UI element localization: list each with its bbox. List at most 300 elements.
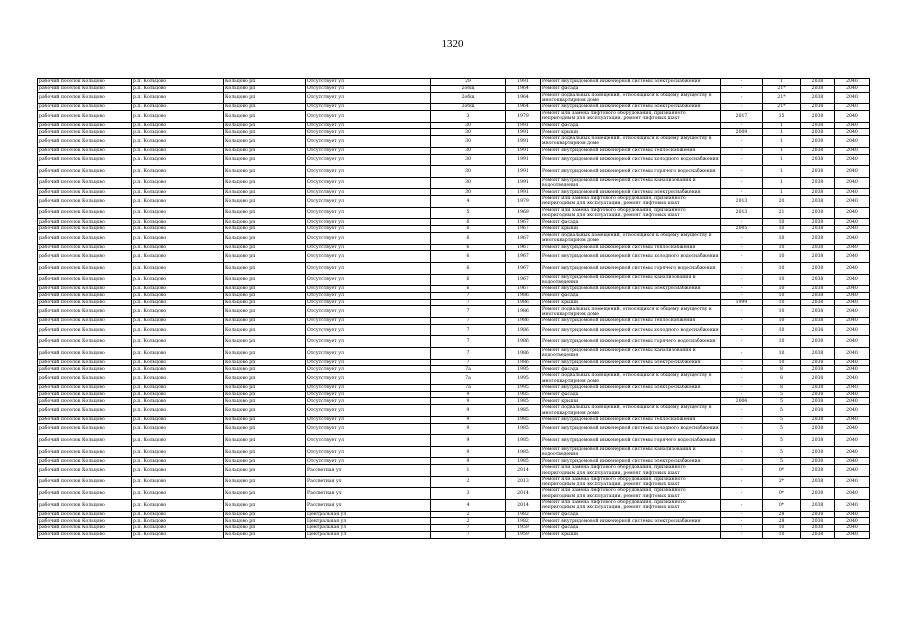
cell-settlement: р.п. Кольцово xyxy=(132,458,224,465)
cell-municipality: рабочий поселок Кольцово xyxy=(38,391,132,398)
cell-street: Рассветная ул xyxy=(306,465,431,477)
cell-plan-end-year: 2040 xyxy=(835,207,870,219)
table-row xyxy=(38,525,870,532)
cell-settlement: р.п. Кольцово xyxy=(132,416,224,423)
cell-street: Центральная ул xyxy=(306,525,431,532)
table-row xyxy=(38,476,870,488)
cell-work-type: Ремонт подвальных помещений, относящихся к общему имуществу в многоквартирном доме xyxy=(541,306,721,318)
cell-plan-end-year: 2040 xyxy=(835,435,870,447)
cell-work-type: Ремонт внутридомовой инженерной системы канализования и водоотведения xyxy=(541,274,721,286)
cell-plan-start-year: 2038 xyxy=(801,336,835,348)
cell-municipality: рабочий поселок Кольцово xyxy=(38,384,132,391)
cell-last-repair-year: - xyxy=(721,262,763,274)
cell-settlement: р.п. Кольцово xyxy=(132,384,224,391)
cell-work-type: Ремонт крыши xyxy=(541,129,721,136)
cell-house-number: 2 xyxy=(431,476,506,488)
cell-settlement: р.п. Кольцово xyxy=(132,391,224,398)
cell-last-repair-year: - xyxy=(721,405,763,417)
cell-build-year: 1991 xyxy=(506,129,541,136)
cell-house-number: 1 xyxy=(431,465,506,477)
cell-settlement: р.п. Кольцово xyxy=(132,274,224,286)
cell-plan-end-year: 2040 xyxy=(835,336,870,348)
cell-house-number: 30 xyxy=(431,147,506,154)
cell-plan-end-year: 2040 xyxy=(835,318,870,325)
cell-build-year: 1969 xyxy=(506,207,541,219)
cell-build-year: 1964 xyxy=(506,92,541,104)
cell-settlement: р.п. Кольцово xyxy=(132,226,224,233)
cell-build-year: 1995 xyxy=(506,373,541,385)
table-row xyxy=(38,531,870,538)
cell-settlement: р.п. Кольцово xyxy=(132,359,224,366)
cell-settlement: р.п. Кольцово xyxy=(132,511,224,518)
cell-wear-percent: 10 xyxy=(763,525,801,532)
cell-wear-percent: 1 xyxy=(763,147,801,154)
cell-build-year: 2014 xyxy=(506,488,541,500)
cell-locality: Кольцово рп xyxy=(224,189,306,196)
cell-settlement: р.п. Кольцово xyxy=(132,166,224,178)
cell-wear-percent: 20 xyxy=(763,196,801,208)
cell-plan-start-year: 2038 xyxy=(801,366,835,373)
table-row xyxy=(38,189,870,196)
cell-work-type: Ремонт внутридомовой инженерной системы электроснабжения xyxy=(541,359,721,366)
cell-house-number: 6 xyxy=(431,262,506,274)
cell-build-year: 1991 xyxy=(506,147,541,154)
table-row xyxy=(38,232,870,244)
cell-house-number: 7 xyxy=(431,292,506,299)
table-row xyxy=(38,110,870,122)
cell-plan-start-year: 2038 xyxy=(801,488,835,500)
cell-last-repair-year: - xyxy=(721,465,763,477)
cell-municipality: рабочий поселок Кольцово xyxy=(38,299,132,306)
table-row xyxy=(38,299,870,306)
cell-wear-percent: 10 xyxy=(763,251,801,263)
cell-settlement: р.п. Кольцово xyxy=(132,79,224,86)
cell-last-repair-year: - xyxy=(721,219,763,226)
cell-plan-end-year: 2040 xyxy=(835,196,870,208)
cell-plan-start-year: 2038 xyxy=(801,79,835,86)
cell-build-year: 1982 xyxy=(506,518,541,525)
cell-municipality: рабочий поселок Кольцово xyxy=(38,306,132,318)
cell-street: Отсутствует ул xyxy=(306,154,431,166)
cell-plan-end-year: 2040 xyxy=(835,104,870,111)
table-row xyxy=(38,458,870,465)
cell-build-year: 1986 xyxy=(506,359,541,366)
cell-settlement: р.п. Кольцово xyxy=(132,177,224,189)
cell-locality: Кольцово рп xyxy=(224,391,306,398)
cell-settlement: р.п. Кольцово xyxy=(132,531,224,538)
cell-street: Отсутствует ул xyxy=(306,366,431,373)
cell-plan-start-year: 2038 xyxy=(801,511,835,518)
table-row xyxy=(38,366,870,373)
cell-build-year: 1967 xyxy=(506,262,541,274)
cell-locality: Кольцово рп xyxy=(224,405,306,417)
cell-settlement: р.п. Кольцово xyxy=(132,189,224,196)
cell-street: Отсутствует ул xyxy=(306,147,431,154)
cell-build-year: 1986 xyxy=(506,318,541,325)
cell-locality: Кольцово рп xyxy=(224,511,306,518)
cell-work-type: Ремонт фасада xyxy=(541,122,721,129)
cell-settlement: р.п. Кольцово xyxy=(132,122,224,129)
cell-wear-percent: 10 xyxy=(763,324,801,336)
cell-work-type: Ремонт фасада xyxy=(541,391,721,398)
cell-plan-start-year: 2038 xyxy=(801,274,835,286)
cell-plan-start-year: 2038 xyxy=(801,384,835,391)
cell-plan-start-year: 2038 xyxy=(801,129,835,136)
cell-house-number: 6 xyxy=(431,274,506,286)
page-number: 1320 xyxy=(441,38,464,50)
cell-locality: Кольцово рп xyxy=(224,324,306,336)
table-row xyxy=(38,488,870,500)
table-row xyxy=(38,446,870,458)
cell-build-year: 1985 xyxy=(506,458,541,465)
cell-locality: Кольцово рп xyxy=(224,348,306,360)
cell-plan-end-year: 2040 xyxy=(835,189,870,196)
cell-house-number: 7 xyxy=(431,525,506,532)
cell-work-type: Ремонт подвальных помещений, относящихся к общему имуществу в многоквартирном доме xyxy=(541,92,721,104)
cell-settlement: р.п. Кольцово xyxy=(132,435,224,447)
cell-settlement: р.п. Кольцово xyxy=(132,398,224,405)
cell-wear-percent: 10 xyxy=(763,226,801,233)
cell-locality: Кольцово рп xyxy=(224,122,306,129)
capital-repair-table xyxy=(37,78,870,539)
cell-house-number: 7 xyxy=(431,336,506,348)
cell-settlement: р.п. Кольцово xyxy=(132,324,224,336)
cell-work-type: Ремонт внутридомовой инженерной системы горячего водоснабжения xyxy=(541,336,721,348)
cell-settlement: р.п. Кольцово xyxy=(132,499,224,511)
cell-municipality: рабочий поселок Кольцово xyxy=(38,129,132,136)
cell-plan-end-year: 2040 xyxy=(835,226,870,233)
cell-municipality: рабочий поселок Кольцово xyxy=(38,423,132,435)
cell-locality: Кольцово рп xyxy=(224,373,306,385)
cell-plan-end-year: 2040 xyxy=(835,136,870,148)
cell-plan-start-year: 2038 xyxy=(801,398,835,405)
cell-house-number: 7а xyxy=(431,384,506,391)
cell-settlement: р.п. Кольцово xyxy=(132,136,224,148)
cell-build-year: 1967 xyxy=(506,274,541,286)
cell-plan-end-year: 2040 xyxy=(835,244,870,251)
cell-last-repair-year: - xyxy=(721,511,763,518)
cell-locality: Кольцово рп xyxy=(224,85,306,92)
cell-plan-start-year: 2038 xyxy=(801,154,835,166)
cell-build-year: 1982 xyxy=(506,511,541,518)
cell-locality: Кольцово рп xyxy=(224,518,306,525)
cell-build-year: 2014 xyxy=(506,465,541,477)
cell-wear-percent: 10 xyxy=(763,359,801,366)
cell-street: Отсутствует ул xyxy=(306,348,431,360)
cell-municipality: рабочий поселок Кольцово xyxy=(38,232,132,244)
cell-municipality: рабочий поселок Кольцово xyxy=(38,196,132,208)
cell-street: Рассветная ул xyxy=(306,488,431,500)
table-body xyxy=(38,79,870,539)
cell-wear-percent: 0* xyxy=(763,499,801,511)
cell-plan-end-year: 2040 xyxy=(835,531,870,538)
cell-municipality: рабочий поселок Кольцово xyxy=(38,189,132,196)
cell-work-type: Ремонт крыши xyxy=(541,299,721,306)
cell-plan-start-year: 2038 xyxy=(801,518,835,525)
cell-street: Отсутствует ул xyxy=(306,232,431,244)
cell-plan-end-year: 2040 xyxy=(835,147,870,154)
cell-municipality: рабочий поселок Кольцово xyxy=(38,435,132,447)
cell-locality: Кольцово рп xyxy=(224,262,306,274)
cell-last-repair-year: - xyxy=(721,286,763,293)
cell-locality: Кольцово рп xyxy=(224,318,306,325)
cell-house-number: 7а xyxy=(431,373,506,385)
cell-municipality: рабочий поселок Кольцово xyxy=(38,465,132,477)
cell-plan-end-year: 2040 xyxy=(835,251,870,263)
cell-plan-end-year: 2040 xyxy=(835,511,870,518)
cell-work-type: Ремонт внутридомовой инженерной системы электроснабжения xyxy=(541,104,721,111)
table-row xyxy=(38,499,870,511)
cell-build-year: 1959 xyxy=(506,531,541,538)
cell-last-repair-year: - xyxy=(721,348,763,360)
cell-last-repair-year: - xyxy=(721,189,763,196)
cell-wear-percent: 10 xyxy=(763,299,801,306)
cell-street: Отсутствует ул xyxy=(306,373,431,385)
cell-work-type: Ремонт крыши xyxy=(541,226,721,233)
table-row xyxy=(38,511,870,518)
cell-plan-end-year: 2040 xyxy=(835,518,870,525)
cell-build-year: 1985 xyxy=(506,398,541,405)
cell-wear-percent: 21* xyxy=(763,92,801,104)
cell-house-number: 2общ xyxy=(431,104,506,111)
cell-house-number: 6 xyxy=(431,219,506,226)
cell-build-year: 1991 xyxy=(506,154,541,166)
cell-house-number: 4 xyxy=(431,499,506,511)
cell-house-number: 6 xyxy=(431,251,506,263)
cell-build-year: 1985 xyxy=(506,446,541,458)
cell-work-type: Ремонт или замена лифтового оборудования, признанного непригодным для эксплуатации, ремонт лифтовых шахт xyxy=(541,499,721,511)
cell-locality: Кольцово рп xyxy=(224,499,306,511)
cell-last-repair-year: - xyxy=(721,391,763,398)
cell-wear-percent: 5 xyxy=(763,423,801,435)
cell-street: Отсутствует ул xyxy=(306,79,431,86)
cell-wear-percent: 21 xyxy=(763,207,801,219)
cell-wear-percent: 10 xyxy=(763,318,801,325)
table-row xyxy=(38,416,870,423)
cell-street: Отсутствует ул xyxy=(306,129,431,136)
cell-settlement: р.п. Кольцово xyxy=(132,129,224,136)
cell-plan-start-year: 2038 xyxy=(801,189,835,196)
cell-work-type: Ремонт или замена лифтового оборудования, признанного непригодным для эксплуатации, ремонт лифтовых шахт xyxy=(541,488,721,500)
cell-plan-start-year: 2038 xyxy=(801,373,835,385)
cell-plan-start-year: 2038 xyxy=(801,318,835,325)
cell-locality: Кольцово рп xyxy=(224,286,306,293)
cell-build-year: 1979 xyxy=(506,196,541,208)
cell-build-year: 1985 xyxy=(506,405,541,417)
table-row xyxy=(38,359,870,366)
cell-wear-percent: 1 xyxy=(763,79,801,86)
cell-plan-start-year: 2038 xyxy=(801,435,835,447)
cell-street: Рассветная ул xyxy=(306,476,431,488)
cell-plan-end-year: 2040 xyxy=(835,446,870,458)
table-row xyxy=(38,518,870,525)
cell-plan-start-year: 2038 xyxy=(801,136,835,148)
cell-last-repair-year: - xyxy=(721,274,763,286)
cell-plan-start-year: 2038 xyxy=(801,92,835,104)
cell-plan-start-year: 2038 xyxy=(801,219,835,226)
cell-locality: Кольцово рп xyxy=(224,458,306,465)
cell-build-year: 1986 xyxy=(506,348,541,360)
cell-last-repair-year: - xyxy=(721,147,763,154)
cell-plan-start-year: 2038 xyxy=(801,446,835,458)
cell-house-number: 29 xyxy=(431,79,506,86)
cell-build-year: 1985 xyxy=(506,416,541,423)
cell-wear-percent: 10 xyxy=(763,286,801,293)
cell-municipality: рабочий поселок Кольцово xyxy=(38,366,132,373)
cell-plan-start-year: 2038 xyxy=(801,226,835,233)
cell-street: Отсутствует ул xyxy=(306,262,431,274)
cell-municipality: рабочий поселок Кольцово xyxy=(38,251,132,263)
cell-build-year: 1967 xyxy=(506,232,541,244)
cell-locality: Кольцово рп xyxy=(224,292,306,299)
cell-locality: Кольцово рп xyxy=(224,336,306,348)
cell-street: Отсутствует ул xyxy=(306,122,431,129)
cell-plan-start-year: 2038 xyxy=(801,306,835,318)
cell-wear-percent: 1 xyxy=(763,177,801,189)
cell-street: Рассветная ул xyxy=(306,499,431,511)
cell-plan-start-year: 2038 xyxy=(801,525,835,532)
cell-last-repair-year: - xyxy=(721,476,763,488)
cell-last-repair-year: - xyxy=(721,232,763,244)
table-row xyxy=(38,147,870,154)
cell-last-repair-year: - xyxy=(721,435,763,447)
table-row xyxy=(38,219,870,226)
cell-plan-end-year: 2040 xyxy=(835,292,870,299)
cell-plan-start-year: 2038 xyxy=(801,122,835,129)
cell-plan-end-year: 2040 xyxy=(835,366,870,373)
table-row xyxy=(38,85,870,92)
cell-plan-end-year: 2040 xyxy=(835,129,870,136)
cell-plan-end-year: 2040 xyxy=(835,306,870,318)
cell-work-type: Ремонт фасада xyxy=(541,292,721,299)
cell-plan-end-year: 2040 xyxy=(835,85,870,92)
cell-street: Отсутствует ул xyxy=(306,196,431,208)
cell-house-number: 3 xyxy=(431,488,506,500)
cell-plan-end-year: 2040 xyxy=(835,476,870,488)
cell-locality: Кольцово рп xyxy=(224,446,306,458)
cell-wear-percent: 1 xyxy=(763,129,801,136)
cell-plan-start-year: 2038 xyxy=(801,348,835,360)
cell-plan-start-year: 2038 xyxy=(801,147,835,154)
table-row xyxy=(38,244,870,251)
cell-settlement: р.п. Кольцово xyxy=(132,525,224,532)
cell-house-number: 5 xyxy=(431,207,506,219)
cell-work-type: Ремонт внутридомовой инженерной системы теплоснабжения xyxy=(541,318,721,325)
cell-plan-end-year: 2040 xyxy=(835,499,870,511)
table-row xyxy=(38,318,870,325)
cell-wear-percent: 8 xyxy=(763,366,801,373)
cell-street: Отсутствует ул xyxy=(306,405,431,417)
cell-plan-start-year: 2038 xyxy=(801,232,835,244)
cell-municipality: рабочий поселок Кольцово xyxy=(38,336,132,348)
cell-municipality: рабочий поселок Кольцово xyxy=(38,458,132,465)
cell-house-number: 7 xyxy=(431,299,506,306)
cell-municipality: рабочий поселок Кольцово xyxy=(38,416,132,423)
cell-work-type: Ремонт или замена лифтового оборудования, признанного непригодным для эксплуатации, ремонт лифтовых шахт xyxy=(541,110,721,122)
cell-house-number: 9 xyxy=(431,405,506,417)
cell-settlement: р.п. Кольцово xyxy=(132,299,224,306)
cell-municipality: рабочий поселок Кольцово xyxy=(38,110,132,122)
cell-work-type: Ремонт фасада xyxy=(541,85,721,92)
cell-municipality: рабочий поселок Кольцово xyxy=(38,373,132,385)
cell-municipality: рабочий поселок Кольцово xyxy=(38,166,132,178)
cell-last-repair-year: - xyxy=(721,324,763,336)
cell-municipality: рабочий поселок Кольцово xyxy=(38,398,132,405)
cell-wear-percent: 5 xyxy=(763,435,801,447)
cell-settlement: р.п. Кольцово xyxy=(132,232,224,244)
cell-last-repair-year: - xyxy=(721,122,763,129)
cell-build-year: 1967 xyxy=(506,226,541,233)
cell-house-number: 6 xyxy=(431,244,506,251)
cell-house-number: 30 xyxy=(431,166,506,178)
cell-build-year: 1986 xyxy=(506,336,541,348)
cell-wear-percent: 10 xyxy=(763,306,801,318)
cell-last-repair-year: - xyxy=(721,336,763,348)
cell-work-type: Ремонт крыши xyxy=(541,398,721,405)
cell-municipality: рабочий поселок Кольцово xyxy=(38,79,132,86)
cell-house-number: 7 xyxy=(431,348,506,360)
cell-plan-end-year: 2040 xyxy=(835,324,870,336)
cell-locality: Кольцово рп xyxy=(224,177,306,189)
cell-municipality: рабочий поселок Кольцово xyxy=(38,147,132,154)
cell-settlement: р.п. Кольцово xyxy=(132,92,224,104)
table-row xyxy=(38,292,870,299)
cell-plan-start-year: 2038 xyxy=(801,207,835,219)
cell-house-number: 9 xyxy=(431,458,506,465)
cell-settlement: р.п. Кольцово xyxy=(132,244,224,251)
cell-street: Отсутствует ул xyxy=(306,110,431,122)
cell-build-year: 1985 xyxy=(506,391,541,398)
table-row xyxy=(38,373,870,385)
table-row xyxy=(38,154,870,166)
cell-settlement: р.п. Кольцово xyxy=(132,476,224,488)
table-row xyxy=(38,324,870,336)
cell-plan-end-year: 2040 xyxy=(835,177,870,189)
cell-settlement: р.п. Кольцово xyxy=(132,446,224,458)
cell-plan-start-year: 2038 xyxy=(801,177,835,189)
cell-plan-end-year: 2040 xyxy=(835,391,870,398)
cell-wear-percent: 1 xyxy=(763,122,801,129)
cell-street: Отсутствует ул xyxy=(306,359,431,366)
cell-municipality: рабочий поселок Кольцово xyxy=(38,286,132,293)
cell-municipality: рабочий поселок Кольцово xyxy=(38,359,132,366)
cell-work-type: Ремонт внутридомовой инженерной системы канализования и водоотведения xyxy=(541,348,721,360)
cell-wear-percent: 5 xyxy=(763,391,801,398)
cell-locality: Кольцово рп xyxy=(224,525,306,532)
cell-house-number: 9 xyxy=(431,398,506,405)
cell-work-type: Ремонт или замена лифтового оборудования, признанного непригодным для эксплуатации, ремонт лифтовых шахт xyxy=(541,465,721,477)
cell-plan-end-year: 2040 xyxy=(835,405,870,417)
cell-last-repair-year: - xyxy=(721,518,763,525)
cell-plan-end-year: 2040 xyxy=(835,373,870,385)
cell-wear-percent: 10 xyxy=(763,262,801,274)
cell-house-number: 9 xyxy=(431,435,506,447)
cell-plan-start-year: 2038 xyxy=(801,286,835,293)
table-row xyxy=(38,136,870,148)
cell-locality: Кольцово рп xyxy=(224,416,306,423)
table-row xyxy=(38,274,870,286)
cell-last-repair-year: - xyxy=(721,531,763,538)
cell-last-repair-year: - xyxy=(721,359,763,366)
cell-house-number: 6 xyxy=(431,226,506,233)
cell-settlement: р.п. Кольцово xyxy=(132,488,224,500)
cell-wear-percent: 10 xyxy=(763,274,801,286)
cell-plan-start-year: 2038 xyxy=(801,359,835,366)
cell-locality: Кольцово рп xyxy=(224,488,306,500)
table-row xyxy=(38,384,870,391)
cell-street: Отсутствует ул xyxy=(306,104,431,111)
cell-plan-end-year: 2040 xyxy=(835,166,870,178)
